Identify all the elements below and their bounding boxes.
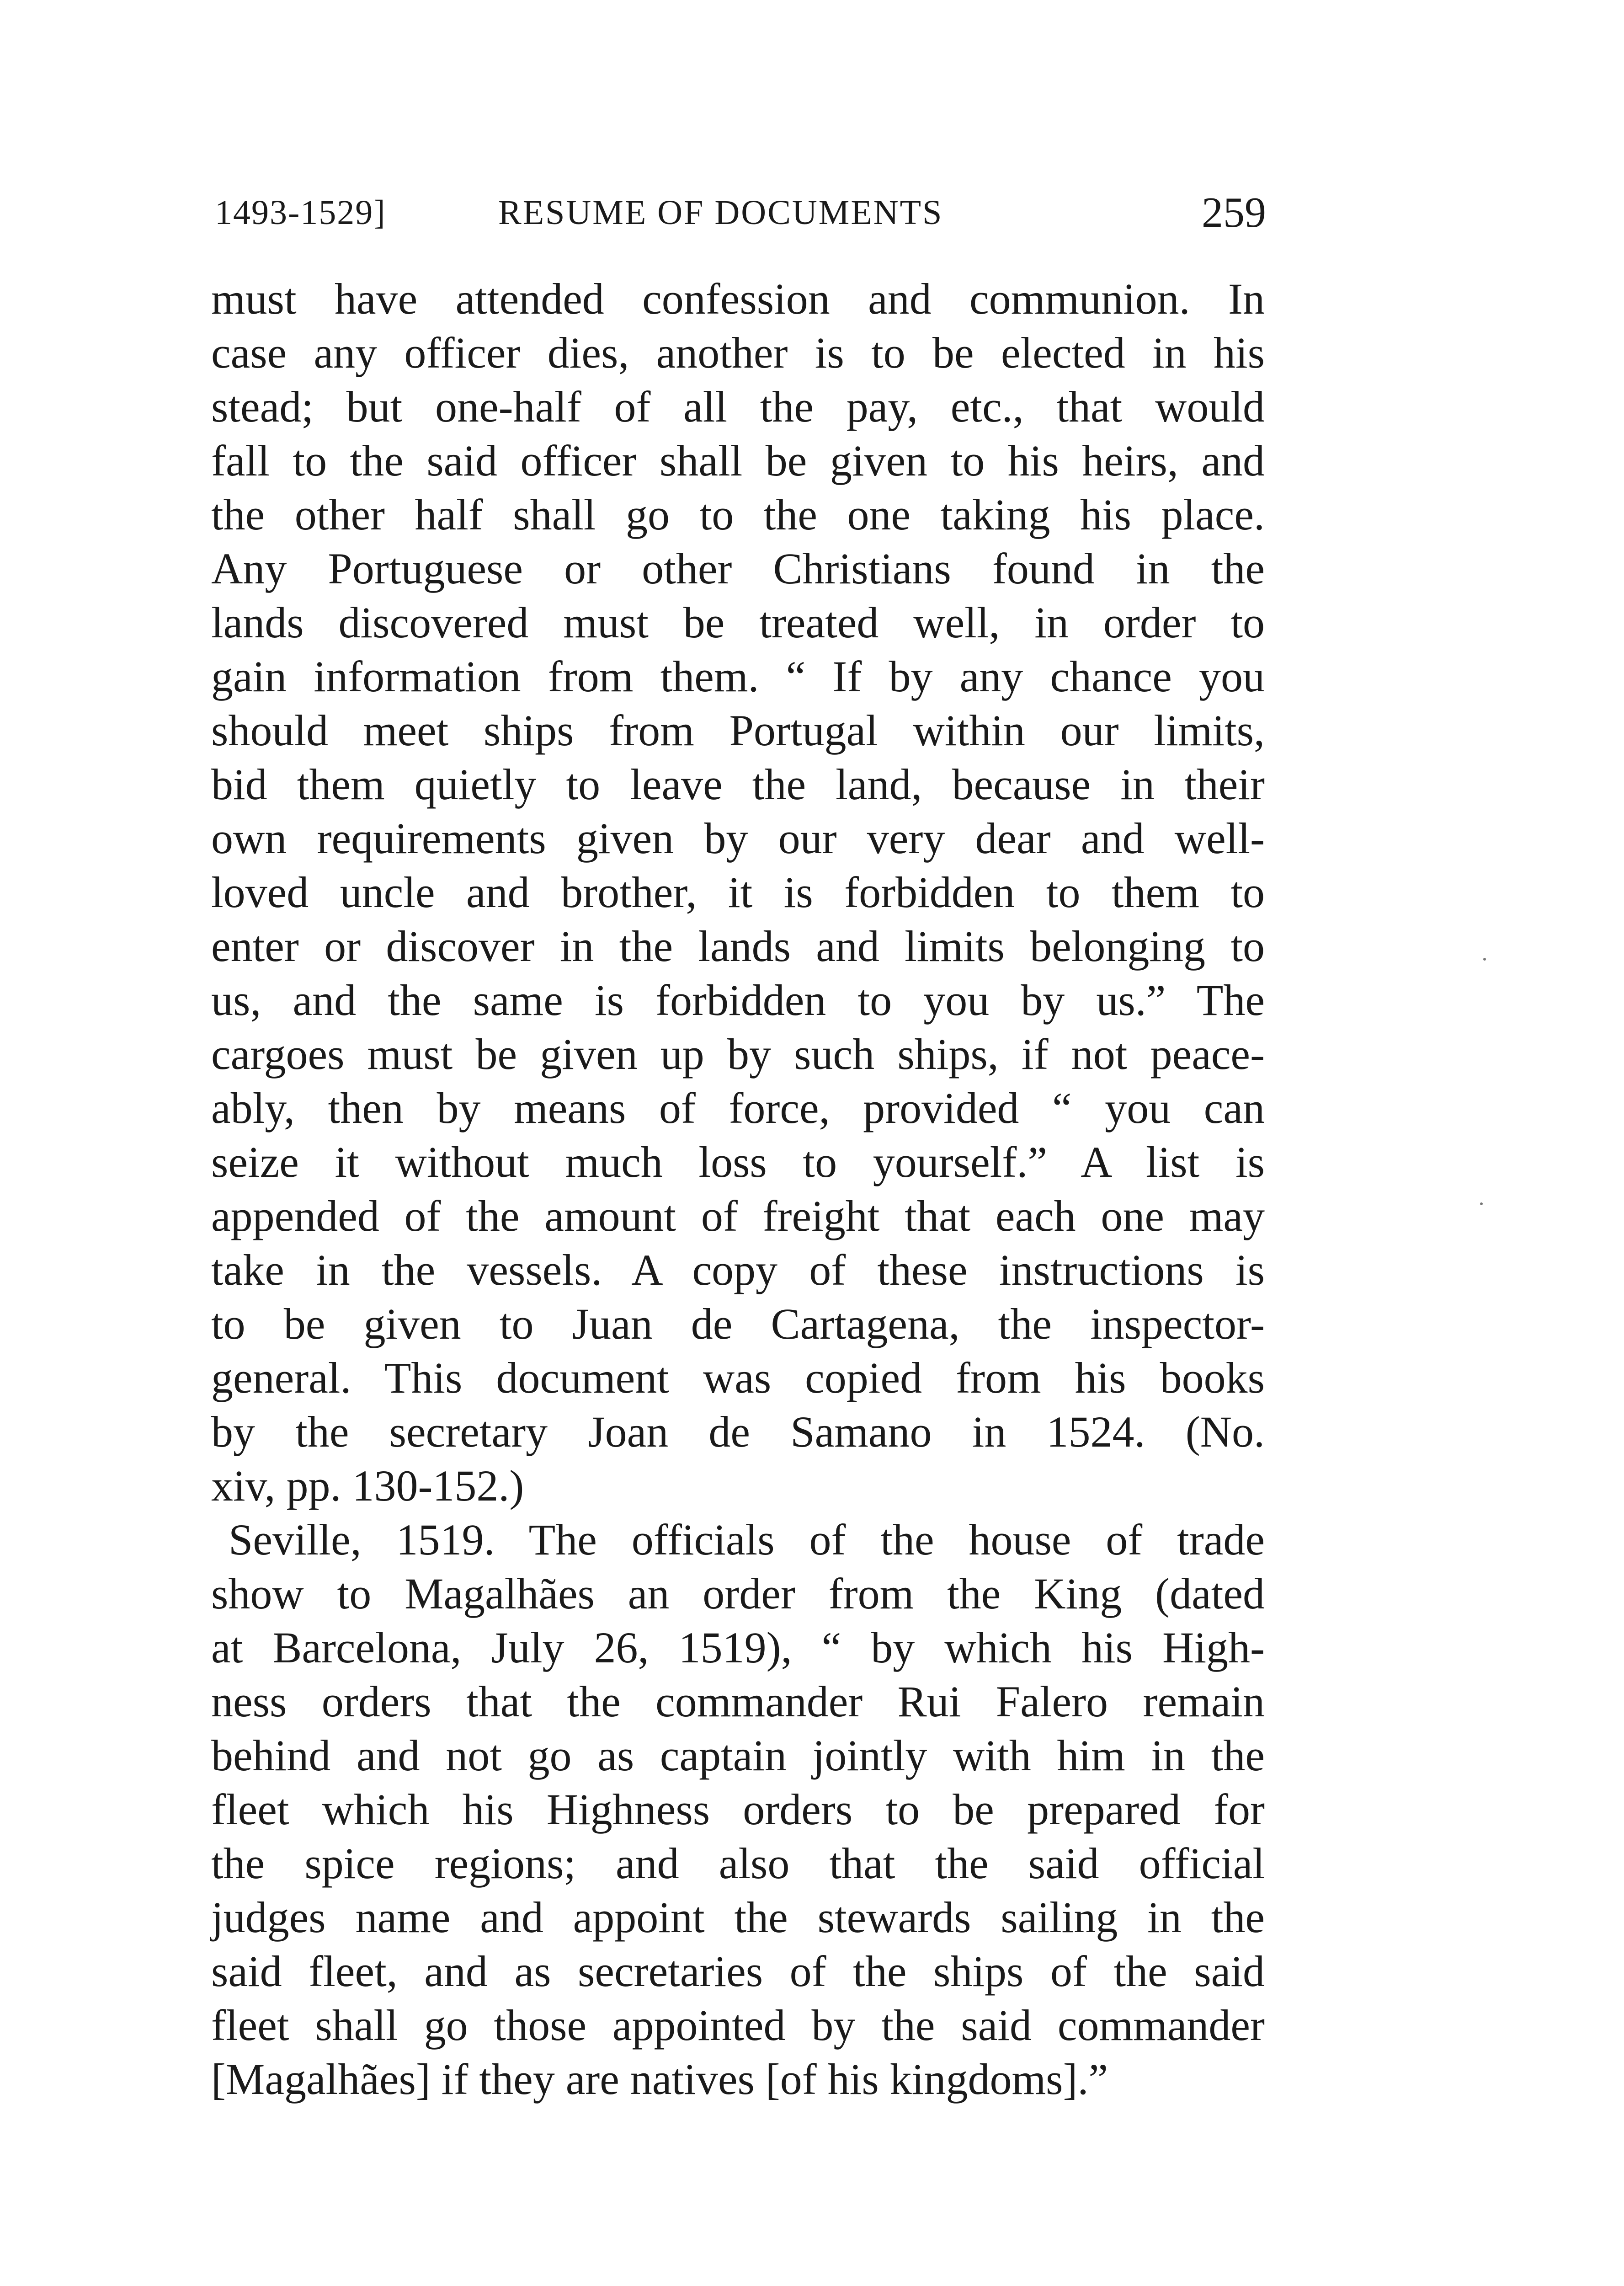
running-head-years: 1493-1529] xyxy=(215,193,386,232)
text-line: ably, then by means of force, provided “ you can xyxy=(211,1084,1265,1132)
text-line: said fleet, and as secretaries of the ships of the said xyxy=(211,1947,1265,1996)
page-number: 259 xyxy=(1202,189,1266,236)
paper-speck xyxy=(1483,958,1486,961)
text-line: appended of the amount of freight that each one may xyxy=(211,1191,1265,1240)
text-line: own requirements given by our very dear and well- xyxy=(211,814,1265,863)
text-line: enter or discover in the lands and limits belonging to xyxy=(211,922,1265,971)
text-line: behind and not go as captain jointly with him in the xyxy=(211,1731,1265,1780)
text-line: take in the vessels. A copy of these instructions is xyxy=(211,1245,1265,1294)
text-line: lands discovered must be treated well, in order to xyxy=(211,598,1265,647)
running-head-title: RESUME OF DOCUMENTS xyxy=(498,193,943,232)
text-line: us, and the same is forbidden to you by us.” The xyxy=(211,976,1265,1025)
paragraph-start-line: Seville, 1519. The officials of the house of trade xyxy=(229,1515,1265,1564)
text-line: Any Portuguese or other Christians found in the xyxy=(211,544,1265,593)
text-line: stead; but one-half of all the pay, etc., that would xyxy=(211,382,1265,431)
text-line: cargoes must be given up by such ships, if not peace- xyxy=(211,1030,1265,1079)
text-line: ness orders that the commander Rui Falero remain xyxy=(211,1677,1265,1726)
body-text xyxy=(211,272,1265,2106)
text-line: by the secretary Joan de Samano in 1524. (No. xyxy=(211,1407,1265,1456)
text-line: gain information from them. “ If by any chance you xyxy=(211,652,1265,701)
text-line: to be given to Juan de Cartagena, the inspector- xyxy=(211,1299,1265,1348)
running-head xyxy=(215,183,1266,242)
text-line: [Magalhães] if they are natives [of his kingdoms].” xyxy=(211,2055,1108,2104)
text-line: fleet shall go those appointed by the said commander xyxy=(211,2001,1265,2050)
text-line: judges name and appoint the stewards sailing in the xyxy=(211,1893,1265,1942)
text-line: case any officer dies, another is to be elected in his xyxy=(211,328,1265,377)
text-line: seize it without much loss to yourself.” A list is xyxy=(211,1138,1265,1186)
text-line: fleet which his Highness orders to be prepared for xyxy=(211,1785,1265,1834)
text-line: bid them quietly to leave the land, because in their xyxy=(211,760,1265,809)
text-line: should meet ships from Portugal within our limits, xyxy=(211,706,1265,755)
text-line: at Barcelona, July 26, 1519), “ by which his High- xyxy=(211,1623,1265,1672)
text-line: loved uncle and brother, it is forbidden to them to xyxy=(211,868,1265,917)
text-line: the spice regions; and also that the said official xyxy=(211,1839,1265,1888)
text-line: fall to the said officer shall be given to his heirs, and xyxy=(211,436,1265,485)
text-line: the other half shall go to the one taking his place. xyxy=(211,490,1265,539)
text-line: general. This document was copied from his books xyxy=(211,1353,1265,1402)
text-line: xiv, pp. 130-152.) xyxy=(211,1461,524,1510)
text-line: must have attended confession and communion. In xyxy=(211,274,1265,323)
paper-speck xyxy=(1480,1202,1483,1205)
text-line: show to Magalhães an order from the King (dated xyxy=(211,1569,1265,1618)
